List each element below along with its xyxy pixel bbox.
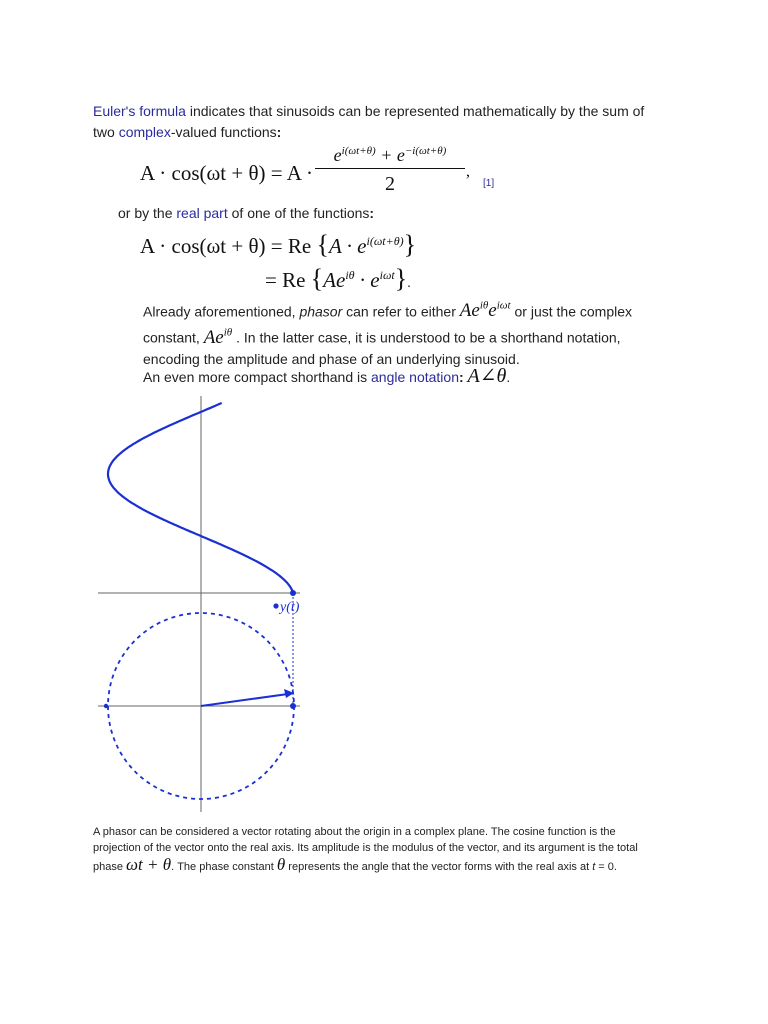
caption-line-2: projection of the vector onto the real axis. Its amplitude is the modulus of the vector, and its argument is the total <box>93 842 638 854</box>
equation-2-line2-lhs: = Re <box>265 268 306 292</box>
phasor-text-4: constant, <box>143 329 204 346</box>
caption-math-1: ωt + θ <box>126 855 172 874</box>
phasor-vector <box>201 694 288 706</box>
phasor-text-5: . In the latter case, it is understood to be a shorthand notation, <box>232 329 621 346</box>
realpart-text-2: of one of the functions <box>227 205 370 221</box>
phasor-math-1: $Ae^{i\theta}e^{i\omega t}$ <box>459 300 511 322</box>
phasor-text-6: encoding the amplitude and phase of an underlying sinusoid. <box>143 350 520 367</box>
label-dot <box>273 603 278 608</box>
phasor-text-2: can refer to either <box>342 303 460 320</box>
angle-text-1: An even more compact shorthand is <box>143 369 372 385</box>
angle-colon: : <box>458 369 464 385</box>
equation-1-comma: , <box>466 163 470 180</box>
circle-left-dot <box>104 704 108 708</box>
right-brace-2: } <box>394 264 408 293</box>
right-brace: } <box>403 230 417 259</box>
intro-colon: : <box>276 123 282 140</box>
left-brace-2: { <box>310 264 324 293</box>
angle-notation-link[interactable]: angle notation <box>371 369 459 385</box>
complex-link[interactable]: complex <box>118 123 171 140</box>
circle-dot <box>290 703 296 709</box>
intro-text-3: -valued functions <box>170 123 277 140</box>
reference-1[interactable]: [1] <box>483 178 495 189</box>
realpart-text-1: or by the <box>118 205 177 221</box>
equation-1-lhs: A · cos(ωt + θ) = A · <box>140 161 313 185</box>
left-brace: { <box>316 230 329 259</box>
phasor-math-2: $Ae^{i\theta}$ <box>203 326 233 348</box>
y-of-t-label: y(t) <box>280 600 300 615</box>
equation-2-line1-lhs: A · cos(ωt + θ) = Re <box>140 234 312 258</box>
caption-line-3: phase ωt + θ. The phase constant θ represents the angle that the vector forms with the real axis at t = 0. <box>93 855 617 874</box>
eulers-formula-link[interactable]: Euler's formula <box>93 103 186 119</box>
angle-end: . <box>506 369 511 385</box>
equation-2-line2-body2: · e <box>354 268 380 292</box>
equation-2-line2-sup2: iωt <box>379 268 395 282</box>
caption-math-2: θ <box>276 855 286 874</box>
equation-1-numerator: $e^{i(\omega t+\theta)} + e^{-i(\omega t+\theta)}$ <box>333 145 447 165</box>
equation-2-line2-body1: Ae <box>323 268 346 292</box>
equation-2-line2-sup1: iθ <box>345 268 355 282</box>
intro-text-2: two <box>93 123 119 140</box>
phasor-text-1: Already aforementioned, <box>143 303 300 320</box>
equation-2-line1-body: A · e <box>328 234 367 258</box>
intro-text-1: indicates that sinusoids can be represented mathematically by the sum of <box>185 103 645 119</box>
realpart-colon: : <box>369 205 375 221</box>
real-part-link[interactable]: real part <box>176 205 228 221</box>
curve-end-dot <box>290 590 296 596</box>
phasor-italic: phasor <box>299 303 343 320</box>
equation-1-denominator: 2 <box>385 173 395 195</box>
caption-line-1: A phasor can be considered a vector rotating about the origin in a complex plane. The cosine function is the <box>93 826 616 838</box>
angle-math: A∠θ <box>467 365 507 387</box>
equation-2-line1-sup: i(ωt+θ) <box>366 234 404 248</box>
equation-2-end: . <box>407 276 411 291</box>
phasor-text-3: or just the complex <box>510 303 632 320</box>
